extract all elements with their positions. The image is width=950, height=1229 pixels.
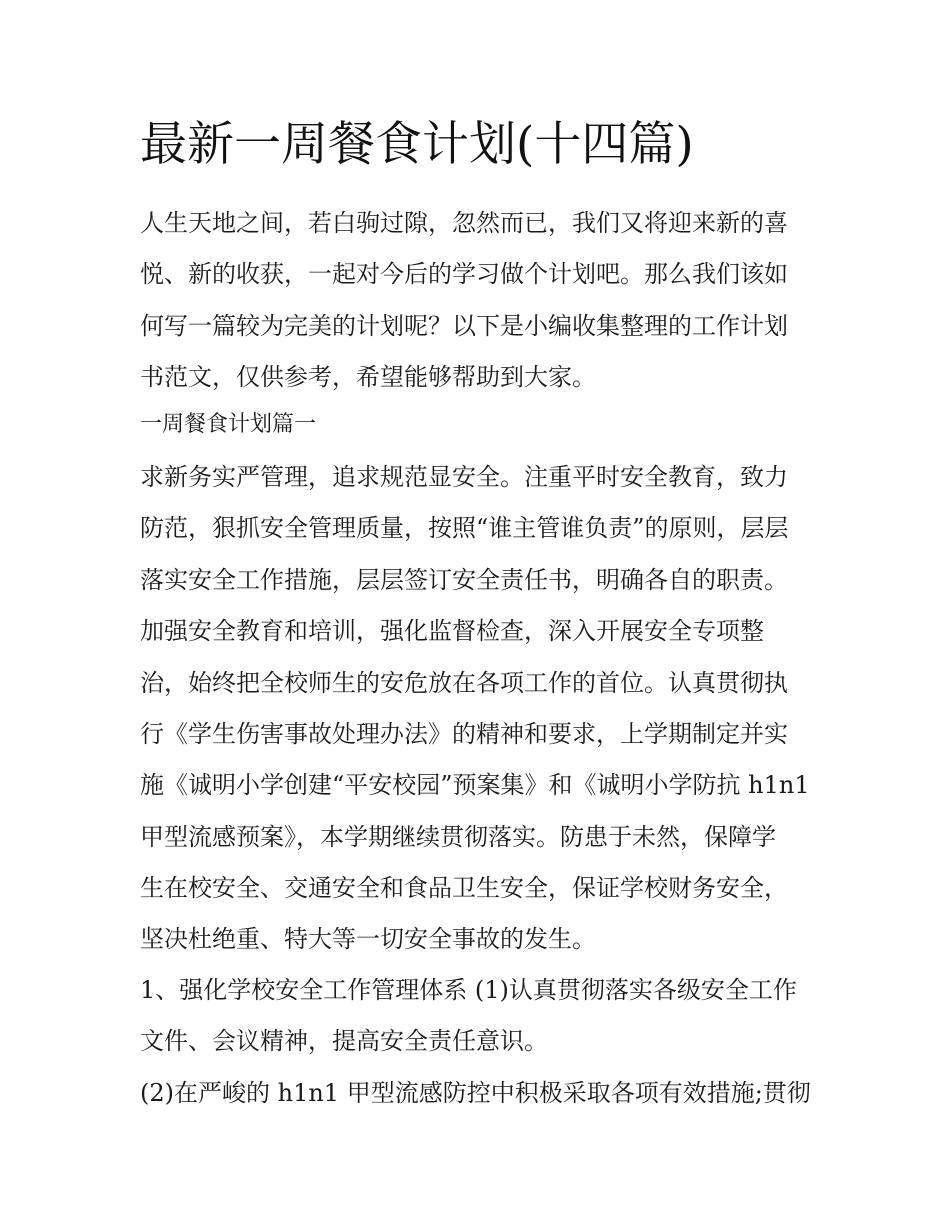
body-line: 求新务实严管理，追求规范显安全。注重平时安全教育，致力 bbox=[140, 463, 788, 491]
document-title: 最新一周餐食计划(十四篇) bbox=[140, 117, 694, 172]
intro-line: 悦、新的收获，一起对今后的学习做个计划吧。那么我们该如 bbox=[140, 260, 788, 288]
intro-line: 人生天地之间，若白驹过隙，忽然而已，我们又将迎来新的喜 bbox=[140, 209, 788, 237]
body-line: 施《诚明小学创建“平安校园”预案集》和《诚明小学防抗 h1n1 bbox=[140, 771, 810, 799]
section-heading: 一周餐食计划篇一 bbox=[140, 412, 317, 437]
body-line: 坚决杜绝重、特大等一切安全事故的发生。 bbox=[140, 925, 596, 953]
body-line: 加强安全教育和培训，强化监督检查，深入开展安全专项整 bbox=[140, 617, 764, 645]
body-line: 行《学生伤害事故处理办法》的精神和要求，上学期制定并实 bbox=[140, 720, 788, 748]
intro-line: 书范文，仅供参考，希望能够帮助到大家。 bbox=[140, 363, 596, 391]
intro-line: 何写一篇较为完美的计划呢？以下是小编收集整理的工作计划 bbox=[140, 312, 788, 340]
body-line: 落实安全工作措施，层层签订安全责任书，明确各自的职责。 bbox=[140, 566, 788, 594]
body-line: 生在校安全、交通安全和食品卫生安全，保证学校财务安全， bbox=[140, 874, 788, 902]
body-line: 1、强化学校安全工作管理体系 (1)认真贯彻落实各级安全工作 bbox=[140, 976, 797, 1004]
body-line: 治，始终把全校师生的安危放在各项工作的首位。认真贯彻执 bbox=[140, 669, 788, 697]
body-line: (2)在严峻的 h1n1 甲型流感防控中积极采取各项有效措施;贯彻 bbox=[140, 1079, 811, 1107]
body-line: 文件、会议精神，提高安全责任意识。 bbox=[140, 1027, 548, 1055]
body-line: 甲型流感预案》，本学期继续贯彻落实。防患于未然，保障学 bbox=[140, 823, 776, 851]
body-line: 防范，狠抓安全管理质量，按照“谁主管谁负责”的原则，层层 bbox=[140, 514, 789, 542]
